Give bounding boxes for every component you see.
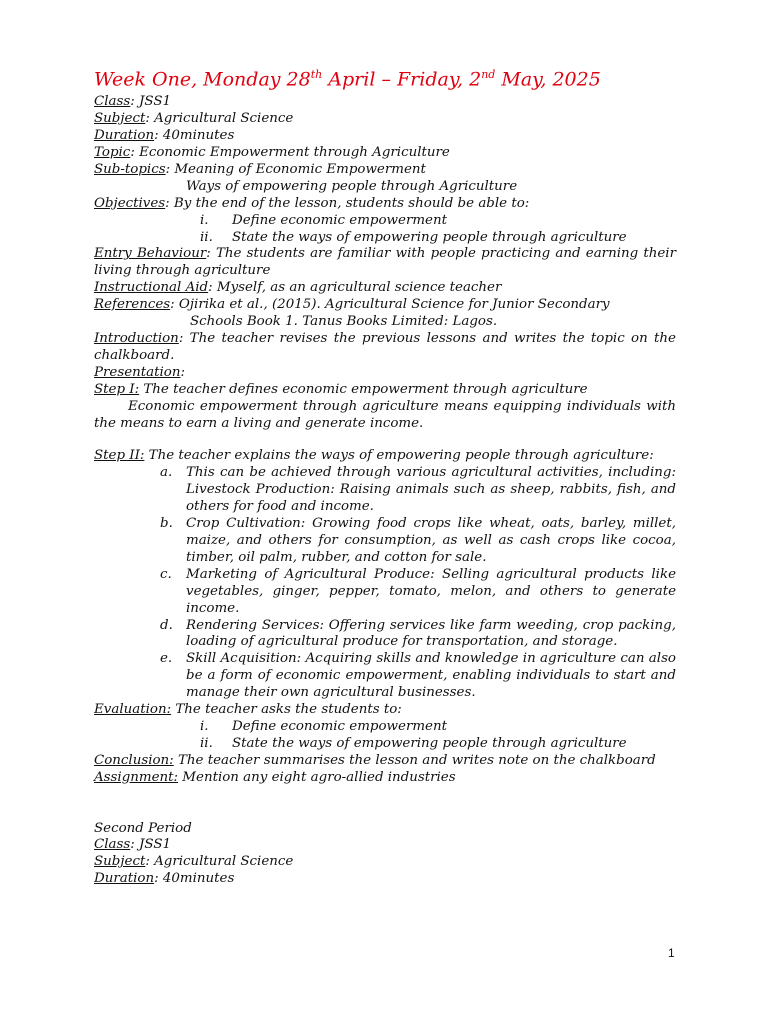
- presentation-label: Presentation: [94, 364, 181, 380]
- assignment-line: [94, 770, 676, 787]
- subtopics-value: : Meaning of Economic Empowerment: [165, 161, 426, 177]
- item-letter: e.: [160, 651, 173, 667]
- spacer: [94, 432, 676, 448]
- title-sup-th: th: [310, 68, 323, 81]
- conclusion-label: Conclusion:: [94, 752, 174, 768]
- class-value: : JSS1: [130, 94, 172, 110]
- subject-label: Subject: [94, 111, 146, 127]
- subtopics-second: Ways of empowering people through Agriculture: [186, 178, 518, 194]
- list-item: [200, 719, 676, 736]
- list-item: [160, 567, 676, 618]
- duration2-value: : 40minutes: [154, 871, 235, 887]
- list-item: [200, 230, 676, 247]
- objectives-line: [94, 196, 676, 213]
- step1-value: The teacher defines economic empowerment through agriculture: [139, 381, 588, 397]
- duration-line: [94, 128, 676, 145]
- item-letter: d.: [160, 617, 173, 633]
- list-item: [160, 516, 676, 567]
- step1-paragraph: Economic empowerment through agriculture means equipping individuals with the means to earn a living and generate income.: [94, 398, 676, 431]
- spacer: [94, 787, 676, 821]
- item-text: Skill Acquisition: Acquiring skills and knowledge in agriculture can also be a form of economic empowerment, enabling individuals to start and manage their own agricultural businesses.: [186, 651, 676, 701]
- references-value: : Ojirika et al., (2015). Agricultural Science for Junior Secondary: [170, 297, 610, 313]
- duration-label: Duration: [94, 128, 155, 144]
- step2-line: [94, 448, 676, 465]
- evaluation-list: [94, 719, 676, 753]
- objectives-value: : By the end of the lesson, students should be able to:: [165, 195, 530, 211]
- topic-line: [94, 145, 676, 162]
- item-text: Rendering Services: Offering services like farm weeding, crop packing, loading of agricultural produce for transportation, and storage.: [186, 617, 676, 650]
- references-continuation: Schools Book 1. Tanus Books Limited: Lagos.: [190, 314, 498, 330]
- step2-label: Step II:: [94, 448, 145, 464]
- entry-behaviour-value: : The students are familiar with people practicing and earning their living through agriculture: [94, 246, 676, 279]
- class2-value: : JSS1: [130, 837, 172, 853]
- page-number: 1: [668, 946, 675, 960]
- entry-behaviour-line: [94, 246, 676, 280]
- conclusion-line: [94, 753, 676, 770]
- step1-line: [94, 382, 676, 399]
- title-sup-nd: nd: [481, 68, 496, 81]
- duration2-label: Duration: [94, 871, 155, 887]
- introduction-label: Introduction: [94, 331, 179, 347]
- class-line: [94, 94, 676, 111]
- subtopics-label: Sub-topics: [94, 161, 166, 177]
- step2-value: The teacher explains the ways of empowering people through agriculture:: [144, 448, 654, 464]
- item-letter: a.: [160, 465, 173, 481]
- item-text: State the ways of empowering people through agriculture: [232, 735, 627, 751]
- class2-line: [94, 837, 676, 854]
- class2-label: Class: [94, 837, 131, 853]
- title-text-end: May, 2025: [495, 68, 601, 91]
- item-number: ii.: [200, 229, 213, 245]
- instructional-aid-value: : Myself, as an agricultural science teacher: [208, 280, 502, 296]
- title-text-mid: April – Friday, 2: [322, 68, 482, 91]
- evaluation-label: Evaluation:: [94, 702, 172, 718]
- subject2-value: : Agricultural Science: [145, 854, 294, 870]
- second-period-heading: Second Period: [94, 820, 192, 836]
- subject2-line: [94, 854, 676, 871]
- week-title: [94, 62, 676, 92]
- instructional-aid-line: [94, 280, 676, 297]
- item-text: Define economic empowerment: [232, 718, 447, 734]
- item-text: Crop Cultivation: Growing food crops like wheat, oats, barley, millet, maize, and others for consumption, as well as cash crops like cocoa, timber, oil palm, rubber, and cotton for sale.: [186, 516, 676, 565]
- item-text: Marketing of Agricultural Produce: Selling agricultural products like vegetables, ginger, pepper, tomato, melon, and others to generate income.: [186, 566, 676, 616]
- entry-behaviour-label: Entry Behaviour: [94, 246, 207, 262]
- objectives-label: Objectives: [94, 195, 166, 211]
- assignment-label: Assignment:: [94, 769, 179, 785]
- class-label: Class: [94, 94, 131, 110]
- list-item: [160, 465, 676, 516]
- lesson-note-page: [94, 62, 676, 888]
- evaluation-value: The teacher asks the students to:: [171, 702, 402, 718]
- item-letter: b.: [160, 516, 173, 532]
- subject2-label: Subject: [94, 854, 146, 870]
- item-number: ii.: [200, 735, 213, 751]
- presentation-value: :: [180, 364, 185, 380]
- ways-list: [94, 465, 676, 702]
- title-text-start: Week One, Monday 28: [94, 68, 311, 91]
- conclusion-value: The teacher summarises the lesson and writes note on the chalkboard: [173, 752, 656, 768]
- introduction-line: [94, 331, 676, 365]
- duration-value: : 40minutes: [154, 128, 235, 144]
- topic-label: Topic: [94, 145, 131, 161]
- item-text: This can be achieved through various agricultural activities, including: Livestock Production: Raising animals such as sheep, rabbits, fish, and others for food and income.: [186, 465, 676, 515]
- list-item: [200, 213, 676, 230]
- assignment-value: Mention any eight agro-allied industries: [178, 769, 456, 785]
- topic-value: : Economic Empowerment through Agriculture: [130, 145, 450, 161]
- item-text: Define economic empowerment: [232, 212, 447, 228]
- item-number: i.: [200, 718, 209, 734]
- item-number: i.: [200, 212, 209, 228]
- subtopics-line: [94, 162, 676, 179]
- subject-value: : Agricultural Science: [145, 111, 294, 127]
- objectives-list: [94, 213, 676, 247]
- step1-label: Step I:: [94, 381, 140, 397]
- list-item: [200, 736, 676, 753]
- evaluation-line: [94, 702, 676, 719]
- instructional-aid-label: Instructional Aid: [94, 280, 209, 296]
- introduction-value: : The teacher revises the previous lessons and writes the topic on the chalkboard.: [94, 331, 676, 363]
- presentation-line: [94, 365, 676, 382]
- duration2-line: [94, 871, 676, 888]
- references-line: [94, 297, 676, 314]
- item-text: State the ways of empowering people through agriculture: [232, 229, 627, 245]
- references-label: References: [94, 297, 171, 313]
- subject-line: [94, 111, 676, 128]
- item-letter: c.: [160, 566, 172, 582]
- list-item: [160, 618, 676, 652]
- list-item: [160, 651, 676, 702]
